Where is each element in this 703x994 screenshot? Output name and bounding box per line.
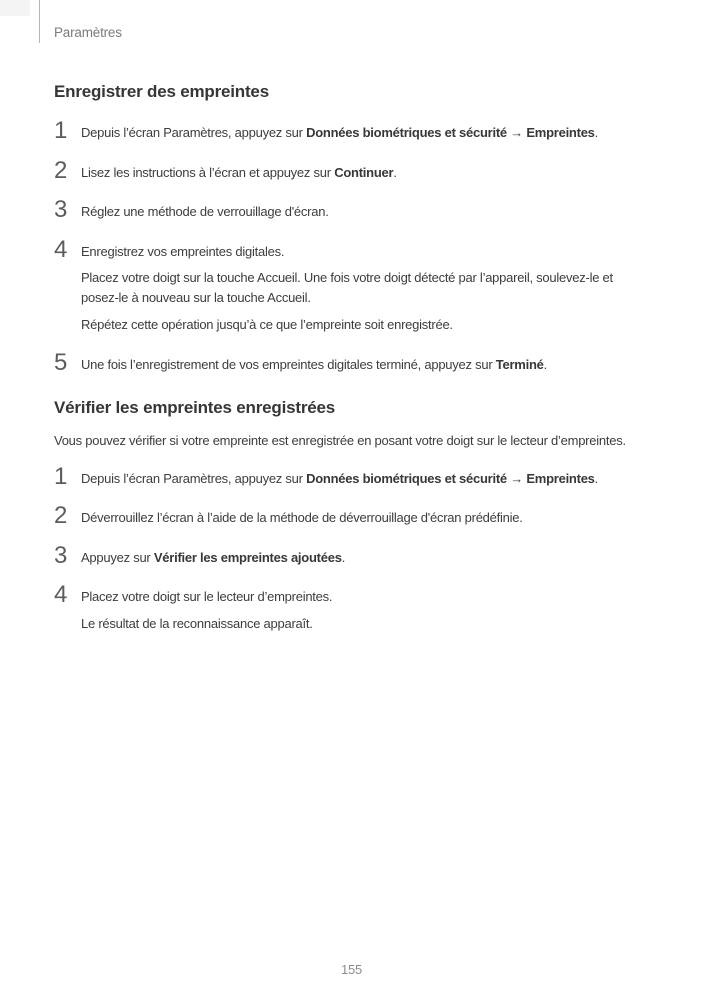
ui-label-bold: Vérifier les empreintes ajoutées xyxy=(153,549,342,565)
step-instruction xyxy=(81,355,651,375)
ui-label-bold: Données biométriques et sécurité xyxy=(306,125,507,140)
step-text xyxy=(81,163,651,183)
ui-label-bold: Terminé xyxy=(495,356,544,372)
instruction-text: Lisez les instructions à l’écran et appuyez sur xyxy=(81,164,335,180)
step-number: 2 xyxy=(54,156,68,184)
step-text xyxy=(81,548,651,568)
step-item xyxy=(54,235,651,335)
step-item xyxy=(54,156,651,184)
step-instruction xyxy=(81,123,651,143)
step-number: 3 xyxy=(54,541,68,569)
step-item xyxy=(54,541,651,569)
step-number: 5 xyxy=(54,348,68,376)
step-item xyxy=(54,117,651,144)
instruction-text: Placez votre doigt sur le lecteur d’empreintes. xyxy=(81,589,333,604)
manual-section xyxy=(54,82,651,374)
step-instruction xyxy=(81,242,651,262)
step-item xyxy=(54,196,651,223)
instruction-text: Déverrouillez l’écran à l’aide de la méthode de déverrouillage d'écran prédéfinie. xyxy=(81,510,523,525)
section-intro: Vous pouvez vérifier si votre empreinte est enregistrée en posant votre doigt sur le lecteur d’empreintes. xyxy=(54,433,626,448)
step-text xyxy=(81,242,651,335)
step-instruction xyxy=(81,202,651,222)
instruction-text: Réglez une méthode de verrouillage d'écran. xyxy=(81,204,329,219)
page-corner-shade xyxy=(0,0,30,16)
step-item xyxy=(54,581,651,633)
page-content xyxy=(54,82,651,653)
step-number: 4 xyxy=(54,581,68,608)
instruction-text: Une fois l’enregistrement de vos empreintes digitales terminé, appuyez sur xyxy=(81,356,496,372)
instruction-text: Depuis l’écran Paramètres, appuyez sur xyxy=(81,125,307,140)
step-text xyxy=(81,123,651,143)
step-number: 3 xyxy=(54,196,68,223)
step-item xyxy=(54,462,651,490)
page-number: 155 xyxy=(340,962,363,977)
chapter-title: Paramètres xyxy=(54,25,122,40)
step-text xyxy=(81,587,651,633)
manual-section xyxy=(54,398,651,633)
step-number: 2 xyxy=(54,502,68,529)
ui-label-bold: Empreintes xyxy=(526,470,595,486)
instruction-text: Appuyez sur xyxy=(81,549,154,565)
instruction-text: → xyxy=(506,470,527,486)
instruction-text: Enregistrez vos empreintes digitales. xyxy=(81,243,285,259)
step-item xyxy=(54,502,651,529)
step-text xyxy=(81,202,651,222)
step-detail: Le résultat de la reconnaissance apparaît. xyxy=(81,615,313,631)
header-divider xyxy=(39,0,40,43)
step-number: 1 xyxy=(54,462,68,490)
step-text xyxy=(81,508,651,528)
step-detail: Répétez cette opération jusqu’à ce que l’empreinte soit enregistrée. xyxy=(81,317,453,332)
step-text xyxy=(81,355,651,375)
instruction-text: Depuis l’écran Paramètres, appuyez sur xyxy=(81,470,307,486)
step-instruction xyxy=(81,508,651,528)
step-instruction xyxy=(81,548,651,568)
step-text xyxy=(81,469,651,489)
step-number: 1 xyxy=(54,117,68,144)
step-detail: Placez votre doigt sur la touche Accueil. Une fois votre doigt détecté par l’appareil, soulevez-le et posez-le à nouveau sur la touche Accueil. xyxy=(81,270,613,305)
step-number: 4 xyxy=(54,235,68,263)
step-instruction xyxy=(81,163,651,183)
step-instruction xyxy=(81,469,651,489)
ui-label-bold: Données biométriques et sécurité xyxy=(306,470,507,486)
instruction-text: . xyxy=(543,356,548,372)
ui-label-bold: Continuer xyxy=(334,164,394,180)
section-title: Enregistrer des empreintes xyxy=(54,82,269,101)
instruction-text: . xyxy=(594,470,599,486)
step-instruction xyxy=(81,587,651,607)
section-title: Vérifier les empreintes enregistrées xyxy=(54,398,336,417)
instruction-text: . xyxy=(594,125,599,140)
step-item xyxy=(54,348,651,376)
instruction-text: . xyxy=(393,164,397,180)
instruction-text: . xyxy=(341,549,346,565)
instruction-text: → xyxy=(506,125,527,140)
ui-label-bold: Empreintes xyxy=(526,125,595,140)
